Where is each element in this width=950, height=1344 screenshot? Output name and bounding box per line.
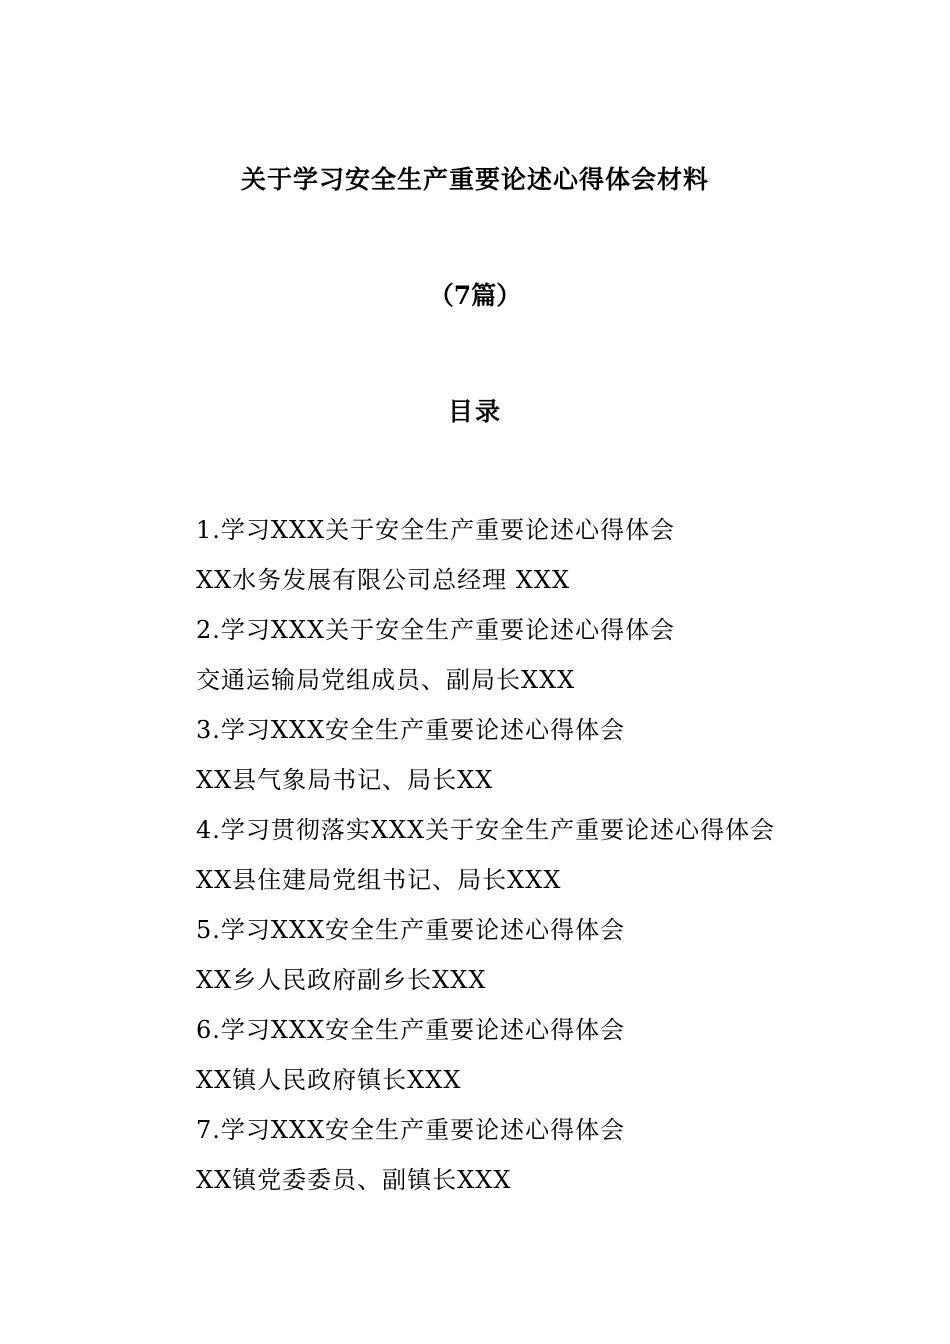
article-count: （7篇） [428, 281, 522, 310]
toc-entry-author: XX水务发展有限公司总经理 XXX [196, 566, 571, 594]
toc-entry-3 [196, 710, 896, 810]
toc-entry-title: 7.学习XXX安全生产重要论述心得体会 [196, 1116, 626, 1144]
toc-entry-title: 5.学习XXX安全生产重要论述心得体会 [196, 916, 626, 944]
toc-entry-title: 4.学习贯彻落实XXX关于安全生产重要论述心得体会 [196, 816, 776, 844]
toc-entry-author: XX乡人民政府副乡长XXX [196, 966, 487, 994]
document-title: 关于学习安全生产重要论述心得体会材料 [240, 165, 709, 194]
toc-entry-title: 1.学习XXX关于安全生产重要论述心得体会 [196, 516, 676, 544]
toc-entry-title: 3.学习XXX安全生产重要论述心得体会 [196, 716, 626, 744]
toc-entry-author: XX县住建局党组书记、局长XXX [196, 866, 562, 894]
toc-heading: 目录 [447, 397, 502, 426]
toc-entry-title: 6.学习XXX安全生产重要论述心得体会 [196, 1016, 626, 1044]
toc-entry-author: XX县气象局书记、局长XX [196, 766, 494, 794]
toc-entry-author: XX镇党委委员、副镇长XXX [196, 1166, 512, 1194]
toc-entry-7 [196, 1110, 896, 1210]
table-of-contents [196, 510, 896, 1210]
toc-entry-5 [196, 910, 896, 1010]
toc-entry-author: XX镇人民政府镇长XXX [196, 1066, 462, 1094]
toc-entry-4 [196, 810, 896, 910]
toc-entry-author: 交通运输局党组成员、副局长XXX [196, 666, 576, 694]
toc-entry-1 [196, 510, 896, 610]
toc-entry-title: 2.学习XXX关于安全生产重要论述心得体会 [196, 616, 676, 644]
toc-entry-2 [196, 610, 896, 710]
toc-entry-6 [196, 1010, 896, 1110]
